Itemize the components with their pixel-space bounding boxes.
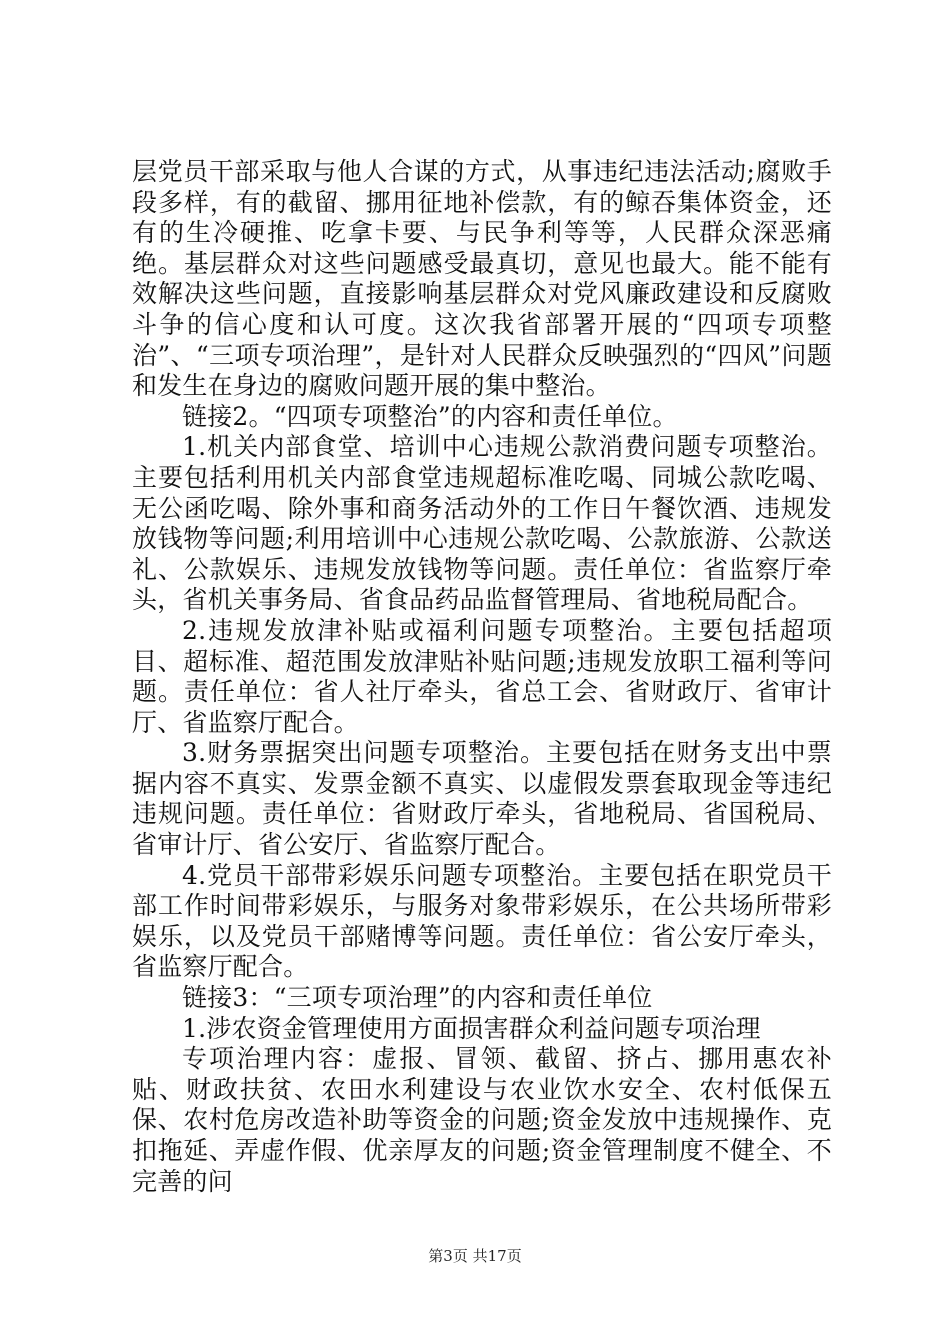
paragraph-2: 链接2。“四项专项整治”的内容和责任单位。 — [182, 401, 678, 431]
paragraph-5: 3.财务票据突出问题专项整治。主要包括在财务支出中票据内容不真实、发票金额不真实、以虚假发票套取现金等违纪违规问题。责任单位：省财政厅牵头，省地税局、省国税局、省审计厅、省公安厅、省监察厅配合。 — [132, 738, 832, 860]
document-body — [132, 157, 832, 1197]
page-number: 第3页 共17页 — [428, 1247, 522, 1265]
paragraph-4: 2.违规发放津补贴或福利问题专项整治。主要包括超项目、超标准、超范围发放津贴补贴问题;违规发放职工福利等问题。责任单位：省人社厅牵头，省总工会、省财政厅、省审计厅、省监察厅配合。 — [132, 615, 832, 737]
paragraph-1: 层党员干部采取与他人合谋的方式，从事违纪违法活动;腐败手段多样，有的截留、挪用征地补偿款，有的鲸吞集体资金，还有的生冷硬推、吃拿卡要、与民争利等等，人民群众深恶痛绝。基层群众对这些问题感受最真切，意见也最大。能不能有效解决这些问题，直接影响基层群众对党风廉政建设和反腐败斗争的信心度和认可度。这次我省部署开展的“四项专项整治”、“三项专项治理”，是针对人民群众反映强烈的“四风”问题和发生在身边的腐败问题开展的集中整治。 — [132, 157, 832, 401]
paragraph-3: 1.机关内部食堂、培训中心违规公款消费问题专项整治。主要包括利用机关内部食堂违规超标准吃喝、同城公款吃喝、无公函吃喝、除外事和商务活动外的工作日午餐饮酒、违规发放钱物等问题;利用培训中心违规公款吃喝、公款旅游、公款送礼、公款娱乐、违规发放钱物等问题。责任单位：省监察厅牵头，省机关事务局、省食品药品监督管理局、省地税局配合。 — [132, 432, 832, 615]
page-footer — [0, 1246, 950, 1266]
paragraph-6: 4.党员干部带彩娱乐问题专项整治。主要包括在职党员干部工作时间带彩娱乐，与服务对象带彩娱乐，在公共场所带彩娱乐，以及党员干部赌博等问题。责任单位：省公安厅牵头，省监察厅配合。 — [132, 860, 832, 982]
paragraph-8: 1.涉农资金管理使用方面损害群众利益问题专项治理 — [182, 1013, 761, 1043]
paragraph-9: 专项治理内容：虚报、冒领、截留、挤占、挪用惠农补贴、财政扶贫、农田水利建设与农业饮水安全、农村低保五保、农村危房改造补助等资金的问题;资金发放中违规操作、克扣拖延、弄虚作假、优亲厚友的问题;资金管理制度不健全、不完善的问 — [132, 1044, 832, 1196]
paragraph-7: 链接3：“三项专项治理”的内容和责任单位 — [182, 983, 653, 1013]
